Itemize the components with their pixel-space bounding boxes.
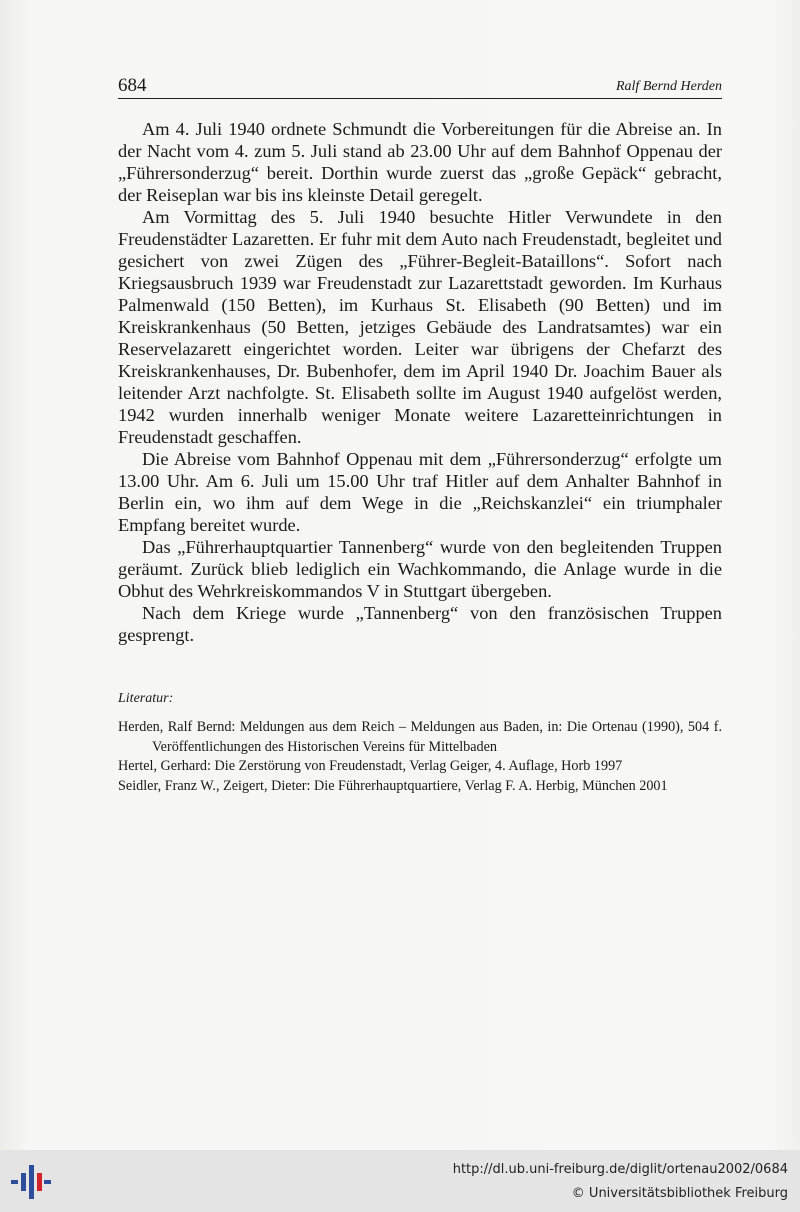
paragraph: Das „Führerhauptquartier Tannenberg“ wurde von den begleitenden Truppen geräumt. Zurück blieb lediglich ein Wachkommando, die Anlage wurde in die Obhut des Wehrkreiskommandos V in Stuttgart übergeben. <box>118 537 722 601</box>
copyright-notice: © Universitätsbibliothek Freiburg <box>571 1186 788 1201</box>
page-number: 684 <box>118 75 147 96</box>
paragraph: Am 4. Juli 1940 ordnete Schmundt die Vorbereitungen für die Abreise an. In der Nacht vom 4. zum 5. Juli stand ab 23.00 Uhr auf dem Bahnhof Oppenau der „Führersonderzug“ bereit. Dorthin wurde zuerst das „große Gepäck“ gebracht, der Reiseplan war bis ins kleinste Detail geregelt. <box>118 119 722 205</box>
permalink-url[interactable]: http://dl.ub.uni-freiburg.de/diglit/ortenau2002/0684 <box>452 1162 788 1177</box>
reference-item: Herden, Ralf Bernd: Meldungen aus dem Reich – Meldungen aus Baden, in: Die Ortenau (1990), 504 f. Veröffentlichungen des Historischen Vereins für Mittelbaden <box>118 719 722 755</box>
body-text <box>118 118 722 646</box>
ub-freiburg-logo-icon <box>10 1163 52 1201</box>
reference-item: Seidler, Franz W., Zeigert, Dieter: Die Führerhauptquartiere, Verlag F. A. Herbig, München 2001 <box>118 777 668 794</box>
literature-heading: Literatur: <box>118 691 174 706</box>
reference-item: Hertel, Gerhard: Die Zerstörung von Freudenstadt, Verlag Geiger, 4. Auflage, Horb 1997 <box>118 758 623 774</box>
viewer-footer <box>0 1150 800 1212</box>
reference-list <box>118 718 722 796</box>
paragraph: Die Abreise vom Bahnhof Oppenau mit dem „Führersonderzug“ erfolgte um 13.00 Uhr. Am 6. Juli um 15.00 Uhr traf Hitler auf dem Anhalter Bahnhof in Berlin ein, wo ihm auf dem Wege in die „Reichskanzlei“ ein triumphaler Empfang bereitet wurde. <box>118 449 722 535</box>
paragraph: Nach dem Kriege wurde „Tannenberg“ von den französischen Truppen gesprengt. <box>118 603 722 645</box>
running-head-author: Ralf Bernd Herden <box>615 79 722 94</box>
page-header <box>118 74 722 99</box>
paragraph: Am Vormittag des 5. Juli 1940 besuchte Hitler Verwundete in den Freudenstädter Lazaretten. Er fuhr mit dem Auto nach Freudenstadt, begleitet und gesichert von zwei Zügen des „Führer-Begleit-Bataillons“. Sofort nach Kriegsausbruch 1939 war Freudenstadt zur Lazarettstadt geworden. Im Kurhaus Palmenwald (150 Betten), im Kurhaus St. Elisabeth (90 Betten) und im Kreiskrankenhaus (50 Betten, jetziges Gebäude des Landratsamtes) war ein Reservelazarett eingerichtet worden. Leiter war übrigens der Chefarzt des Kreiskrankenhauses, Dr. Bubenhofer, dem im April 1940 Dr. Joachim Bauer als leitender Arzt nachfolgte. St. Elisabeth sollte im August 1940 aufgelöst werden, 1942 wurden innerhalb weniger Monate weitere Lazaretteinrichtungen in Freudenstadt geschaffen. <box>118 207 722 447</box>
